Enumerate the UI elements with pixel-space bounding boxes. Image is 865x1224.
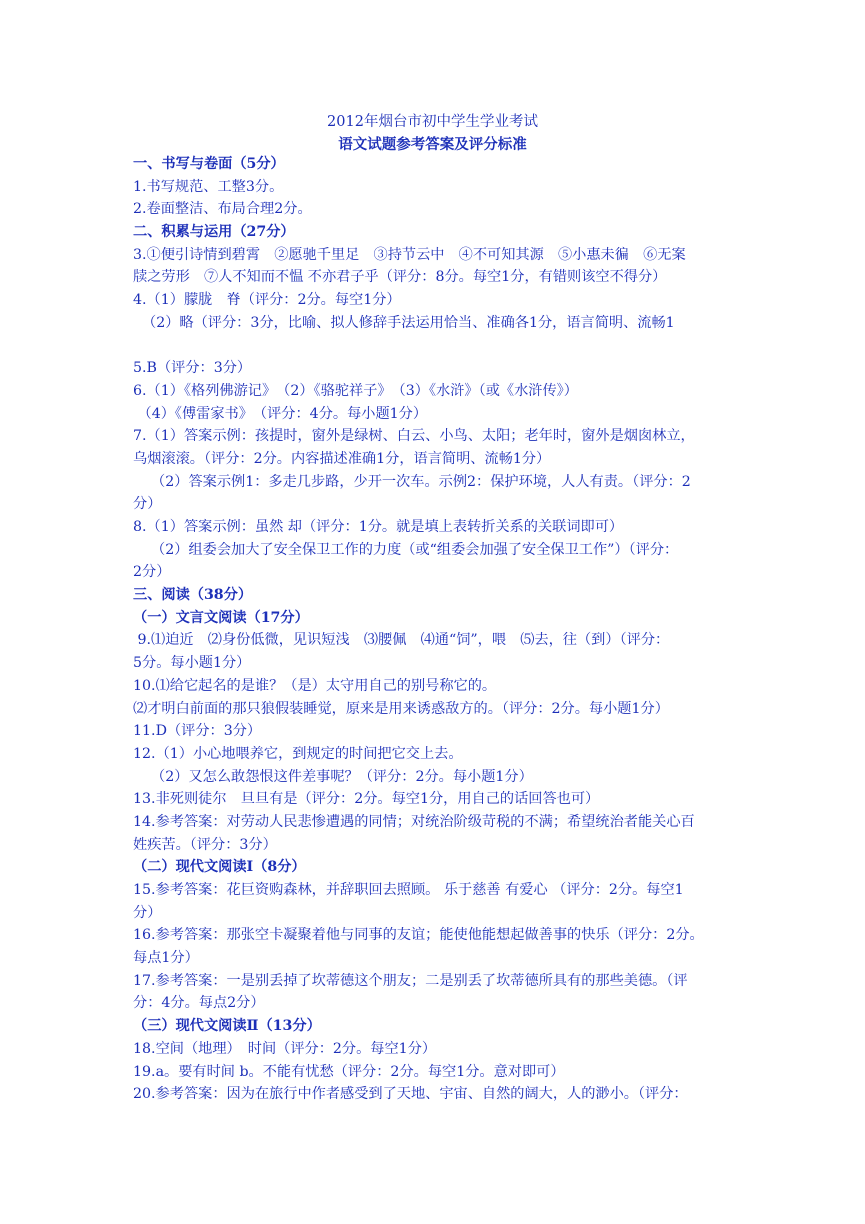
section-heading: （二）现代文阅读Ⅰ（8分）	[133, 859, 306, 876]
answer-line: （2）组委会加大了安全保卫工作的力度（或“组委会加强了安全保卫工作”）（评分：	[133, 541, 679, 558]
answer-line: 7.（1）答案示例：孩提时，窗外是绿树、白云、小鸟、太阳；老年时，窗外是烟囱林立，	[133, 428, 695, 445]
answer-line: 每点1分）	[133, 950, 199, 967]
answer-line: 20.参考答案：因为在旅行中作者感受到了天地、宇宙、自然的阔大，人的渺小。（评分：	[133, 1086, 688, 1103]
answer-line: 19.a。要有时间 b。不能有忧愁（评分：2分。每空1分。意对即可）	[133, 1063, 565, 1080]
answer-line: 6.（1）《格列佛游记》 （2）《骆驼祥子》 （3）《水浒》（或《水浒传》）	[133, 382, 578, 399]
answer-line: （4）《傅雷家书》 （评分：4分。每小题1分）	[133, 405, 428, 422]
section-heading: （一）文言文阅读（17分）	[133, 609, 309, 626]
answer-line: （2）略（评分：3分，比喻、拟人修辞手法运用恰当、准确各1分，语言简明、流畅1	[133, 314, 675, 331]
answer-line: 5.B（评分：3分）	[133, 360, 252, 377]
section-heading: 三、阅读（38分）	[133, 587, 253, 604]
answer-line: 17.参考答案：一是别丢掉了坎蒂德这个朋友；二是别丢了坎蒂德所具有的那些美德。（评	[133, 972, 688, 989]
answer-line: 3.①便引诗情到碧霄 ②愿驰千里足 ③持节云中 ④不可知其源 ⑤小惠未徧 ⑥无案	[133, 246, 686, 263]
answer-line: 18.空间（地理） 时间（评分：2分。每空1分）	[133, 1040, 437, 1057]
answer-line: 9.⑴迫近 ⑵身份低微，见识短浅 ⑶腰佩 ⑷通“饲”，喂 ⑸去，往（到）（评分：	[133, 632, 670, 649]
answer-line: 4.（1）朦胧 脊（评分：2分。每空1分）	[133, 292, 401, 309]
document-subtitle: 语文试题参考答案及评分标准	[338, 136, 527, 153]
answer-line: 1.书写规范、工整3分。	[133, 178, 284, 195]
answer-line: 11.D（评分：3分）	[133, 723, 262, 740]
answer-line: 乌烟滚滚。（评分：2分。内容描述准确1分，语言简明、流畅1分）	[133, 450, 551, 467]
answer-line: ⑵才明白前面的那只狼假装睡觉，原来是用来诱惑敌方的。（评分：2分。每小题1分）	[133, 700, 669, 717]
section-heading: （三）现代文阅读Ⅱ（13分）	[133, 1018, 321, 1035]
document-title: 2012年烟台市初中学生学业考试	[327, 114, 538, 130]
answer-line: 8.（1）答案示例：虽然 却（评分：1分。就是填上表转折关系的关联词即可）	[133, 519, 624, 535]
answer-line: （2）又怎么敢怨恨这件差事呢？（评分：2分。每小题1分）	[133, 768, 533, 785]
answer-line: 15.参考答案：花巨资购森林，并辞职回去照顾。 乐于慈善 有爱心 （评分：2分。每空1	[133, 882, 684, 898]
answer-line: 12.（1）小心地喂养它，到规定的时间把它交上去。	[133, 745, 463, 762]
answer-line: 14.参考答案：对劳动人民悲惨遭遇的同情；对统治阶级苛税的不满；希望统治者能关心百	[133, 813, 695, 830]
answer-line: 2分）	[133, 564, 171, 581]
answer-line: 姓疾苦。（评分：3分）	[133, 836, 277, 853]
section-heading: 一、书写与卷面（5分）	[133, 156, 285, 172]
answer-line: 分：4分。每点2分）	[133, 995, 265, 1012]
answer-line: 13.非死则徒尔 旦旦有是（评分：2分。每空1分，用自己的话回答也可）	[133, 791, 600, 808]
answer-line: 16.参考答案：那张空卡凝聚着他与同事的友谊；能使他能想起做善事的快乐（评分：2分。	[133, 927, 704, 944]
answer-line: 5分。每小题1分）	[133, 655, 251, 672]
answer-line: 分）	[133, 496, 162, 513]
answer-line: （2）答案示例1：多走几步路，少开一次车。示例2：保护环境，人人有责。（评分：2	[133, 473, 691, 490]
answer-line: 分）	[133, 904, 162, 921]
answer-content	[133, 153, 743, 1106]
answer-line: 2.卷面整洁、布局合理2分。	[133, 201, 312, 218]
answer-line: 牍之劳形 ⑦人不知而不愠 不亦君子乎（评分：8分。每空1分，有错则该空不得分）	[133, 269, 667, 286]
answer-line	[133, 335, 743, 358]
section-heading: 二、积累与运用（27分）	[133, 224, 295, 241]
answer-line: 10.⑴给它起名的是谁？（是）太守用自己的别号称它的。	[133, 677, 497, 694]
